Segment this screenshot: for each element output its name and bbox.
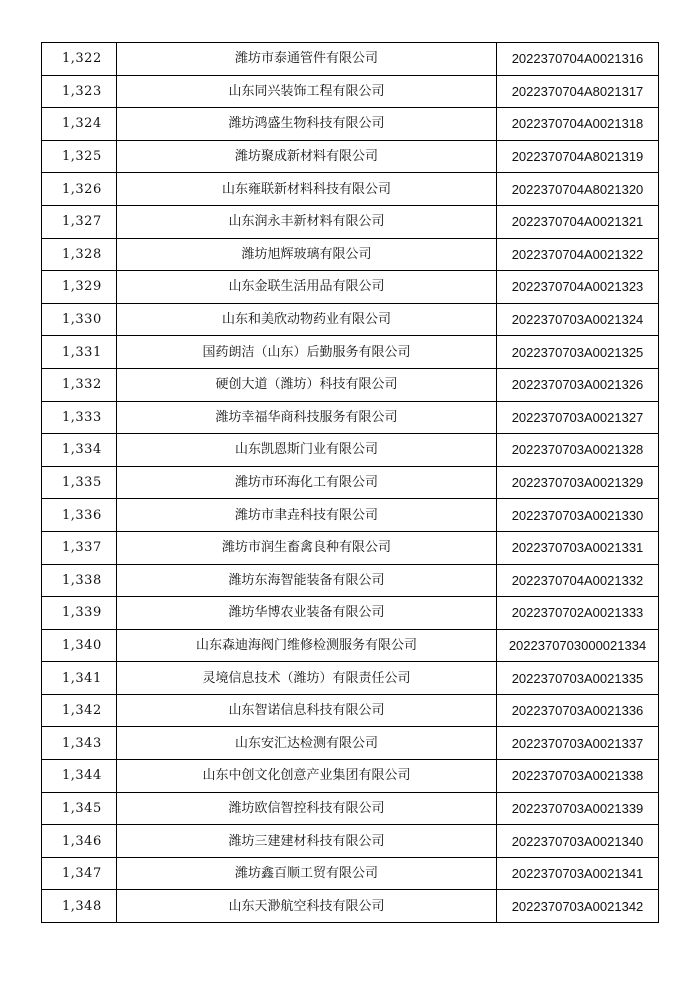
table-row <box>42 238 659 271</box>
registration-code-cell: 2022370704A0021316 <box>497 43 659 76</box>
company-name-cell: 潍坊市泰通管件有限公司 <box>117 43 497 76</box>
registration-code-cell: 2022370704A0021318 <box>497 108 659 141</box>
registration-code-cell: 2022370703000021334 <box>497 629 659 662</box>
registration-code-cell: 2022370703A0021328 <box>497 434 659 467</box>
registration-code-cell: 2022370703A0021335 <box>497 662 659 695</box>
row-index-cell: 1,324 <box>42 108 117 141</box>
registration-code-cell: 2022370704A8021320 <box>497 173 659 206</box>
table-row <box>42 108 659 141</box>
table-row <box>42 434 659 467</box>
row-index-cell: 1,348 <box>42 890 117 923</box>
row-index-cell: 1,343 <box>42 727 117 760</box>
row-index-cell: 1,325 <box>42 140 117 173</box>
table-row <box>42 140 659 173</box>
row-index-cell: 1,327 <box>42 205 117 238</box>
company-name-cell: 山东智诺信息科技有限公司 <box>117 694 497 727</box>
table-row <box>42 75 659 108</box>
company-name-cell: 硬创大道（潍坊）科技有限公司 <box>117 368 497 401</box>
company-name-cell: 潍坊聚成新材料有限公司 <box>117 140 497 173</box>
registration-code-cell: 2022370704A0021323 <box>497 271 659 304</box>
row-index-cell: 1,333 <box>42 401 117 434</box>
table-row <box>42 857 659 890</box>
row-index-cell: 1,328 <box>42 238 117 271</box>
table-row <box>42 727 659 760</box>
company-name-cell: 山东润永丰新材料有限公司 <box>117 205 497 238</box>
registration-code-cell: 2022370703A0021331 <box>497 531 659 564</box>
registration-code-cell: 2022370703A0021339 <box>497 792 659 825</box>
company-name-cell: 灵境信息技术（潍坊）有限责任公司 <box>117 662 497 695</box>
company-name-cell: 潍坊欧信智控科技有限公司 <box>117 792 497 825</box>
table-row <box>42 173 659 206</box>
row-index-cell: 1,334 <box>42 434 117 467</box>
registration-code-cell: 2022370703A0021342 <box>497 890 659 923</box>
row-index-cell: 1,344 <box>42 760 117 793</box>
registry-table-body <box>42 43 659 923</box>
registration-code-cell: 2022370703A0021330 <box>497 499 659 532</box>
registration-code-cell: 2022370703A0021327 <box>497 401 659 434</box>
table-row <box>42 205 659 238</box>
company-name-cell: 山东安汇达检测有限公司 <box>117 727 497 760</box>
row-index-cell: 1,347 <box>42 857 117 890</box>
row-index-cell: 1,326 <box>42 173 117 206</box>
company-name-cell: 山东天渺航空科技有限公司 <box>117 890 497 923</box>
company-name-cell: 山东和美欣动物药业有限公司 <box>117 303 497 336</box>
table-row <box>42 597 659 630</box>
registration-code-cell: 2022370703A0021338 <box>497 760 659 793</box>
table-row <box>42 890 659 923</box>
table-row <box>42 564 659 597</box>
registration-code-cell: 2022370704A8021319 <box>497 140 659 173</box>
row-index-cell: 1,332 <box>42 368 117 401</box>
company-name-cell: 山东同兴装饰工程有限公司 <box>117 75 497 108</box>
registration-code-cell: 2022370703A0021324 <box>497 303 659 336</box>
row-index-cell: 1,330 <box>42 303 117 336</box>
registration-code-cell: 2022370703A0021341 <box>497 857 659 890</box>
registration-code-cell: 2022370703A0021325 <box>497 336 659 369</box>
company-name-cell: 山东森迪海阀门维修检测服务有限公司 <box>117 629 497 662</box>
table-row <box>42 694 659 727</box>
table-row <box>42 271 659 304</box>
row-index-cell: 1,335 <box>42 466 117 499</box>
row-index-cell: 1,336 <box>42 499 117 532</box>
table-row <box>42 629 659 662</box>
company-name-cell: 山东中创文化创意产业集团有限公司 <box>117 760 497 793</box>
company-name-cell: 潍坊东海智能装备有限公司 <box>117 564 497 597</box>
row-index-cell: 1,345 <box>42 792 117 825</box>
table-row <box>42 336 659 369</box>
registration-code-cell: 2022370703A0021329 <box>497 466 659 499</box>
company-name-cell: 潍坊旭辉玻璃有限公司 <box>117 238 497 271</box>
registration-code-cell: 2022370704A0021332 <box>497 564 659 597</box>
company-name-cell: 潍坊鑫百顺工贸有限公司 <box>117 857 497 890</box>
company-name-cell: 潍坊市环海化工有限公司 <box>117 466 497 499</box>
company-name-cell: 潍坊市润生畜禽良种有限公司 <box>117 531 497 564</box>
table-row <box>42 401 659 434</box>
registration-code-cell: 2022370704A8021317 <box>497 75 659 108</box>
row-index-cell: 1,339 <box>42 597 117 630</box>
company-registry-table <box>41 42 659 923</box>
registration-code-cell: 2022370703A0021340 <box>497 825 659 858</box>
registration-code-cell: 2022370704A0021322 <box>497 238 659 271</box>
row-index-cell: 1,338 <box>42 564 117 597</box>
registration-code-cell: 2022370703A0021337 <box>497 727 659 760</box>
table-row <box>42 825 659 858</box>
table-row <box>42 466 659 499</box>
company-name-cell: 潍坊华博农业装备有限公司 <box>117 597 497 630</box>
row-index-cell: 1,346 <box>42 825 117 858</box>
row-index-cell: 1,329 <box>42 271 117 304</box>
company-name-cell: 潍坊市聿垚科技有限公司 <box>117 499 497 532</box>
company-name-cell: 潍坊三建建材科技有限公司 <box>117 825 497 858</box>
row-index-cell: 1,322 <box>42 43 117 76</box>
company-name-cell: 山东金联生活用品有限公司 <box>117 271 497 304</box>
table-row <box>42 43 659 76</box>
row-index-cell: 1,331 <box>42 336 117 369</box>
registration-code-cell: 2022370703A0021336 <box>497 694 659 727</box>
registration-code-cell: 2022370704A0021321 <box>497 205 659 238</box>
table-row <box>42 499 659 532</box>
company-name-cell: 山东凯恩斯门业有限公司 <box>117 434 497 467</box>
table-row <box>42 368 659 401</box>
table-row <box>42 303 659 336</box>
registration-code-cell: 2022370702A0021333 <box>497 597 659 630</box>
company-name-cell: 潍坊幸福华商科技服务有限公司 <box>117 401 497 434</box>
registration-code-cell: 2022370703A0021326 <box>497 368 659 401</box>
row-index-cell: 1,342 <box>42 694 117 727</box>
row-index-cell: 1,337 <box>42 531 117 564</box>
table-row <box>42 662 659 695</box>
company-name-cell: 国药朗洁（山东）后勤服务有限公司 <box>117 336 497 369</box>
table-row <box>42 531 659 564</box>
company-name-cell: 山东雍联新材料科技有限公司 <box>117 173 497 206</box>
company-name-cell: 潍坊鸿盛生物科技有限公司 <box>117 108 497 141</box>
row-index-cell: 1,341 <box>42 662 117 695</box>
row-index-cell: 1,340 <box>42 629 117 662</box>
row-index-cell: 1,323 <box>42 75 117 108</box>
table-row <box>42 792 659 825</box>
table-row <box>42 760 659 793</box>
